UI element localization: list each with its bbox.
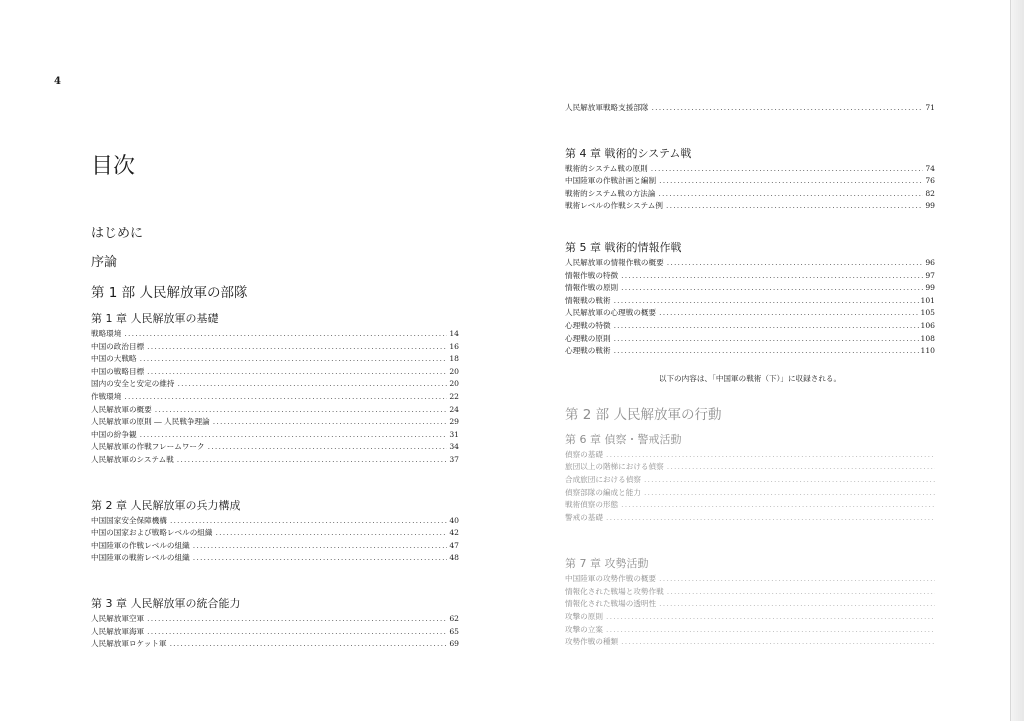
toc-entry-page: 108 [920, 333, 935, 343]
dot-leader [606, 624, 935, 637]
chapter-4-entries [565, 163, 935, 213]
toc-entry-page: 76 [925, 176, 935, 186]
toc-entry-label: 中国国家安全保障機構 [91, 515, 167, 525]
toc-entry-label: 中国の大戦略 [91, 354, 137, 364]
toc-entry-page: 106 [920, 320, 935, 330]
dot-leader [193, 552, 448, 565]
dot-leader [667, 257, 924, 270]
toc-entry[interactable] [91, 626, 459, 639]
toc-entry-label: 人民解放軍の情報作戦の概要 [565, 257, 664, 267]
dot-leader [644, 487, 935, 500]
toc-entry-page: 96 [925, 257, 935, 267]
toc-entry[interactable] [565, 449, 935, 462]
toc-entry-label: 中国の政治目標 [91, 341, 145, 351]
toc-entry-page: 71 [925, 103, 935, 112]
toc-entry-page: 22 [449, 391, 459, 401]
toc-entry-label: 攻撃の原則 [565, 612, 603, 622]
dot-leader [177, 454, 448, 467]
dot-leader [124, 391, 447, 404]
toc-entry[interactable] [565, 487, 935, 500]
toc-entry-label: 中国の紛争観 [91, 429, 137, 439]
toc-entry[interactable] [91, 404, 459, 417]
toc-entry[interactable] [565, 333, 935, 346]
dot-leader [170, 638, 448, 651]
toc-entry-label: 人民解放軍空軍 [91, 613, 145, 623]
toc-entry-label: 情報化された戦場の透明性 [565, 599, 657, 609]
dot-leader [155, 404, 448, 417]
dot-leader [124, 328, 447, 341]
chapter-6-title[interactable]: 第 6 章 偵察・警戒活動 [565, 432, 682, 446]
toc-entry-page: 20 [449, 366, 459, 376]
toc-entry-label: 人民解放軍戦略支援部隊 [565, 103, 649, 112]
toc-entry-label: 人民解放軍海軍 [91, 626, 145, 636]
toc-entry-label: 警戒の基礎 [565, 512, 603, 522]
dot-leader [651, 163, 924, 176]
toc-entry-label: 人民解放軍の原則 ― 人民戦争理論 [91, 417, 210, 427]
chapter-2-title[interactable]: 第 2 章 人民解放軍の兵力構成 [91, 498, 241, 512]
toc-entry-label: 戦術レベルの作戦システム例 [565, 201, 663, 211]
toc-entry[interactable] [565, 175, 935, 188]
toc-entry[interactable] [565, 257, 935, 270]
toc-entry-page: 105 [920, 308, 935, 318]
toc-entry[interactable] [91, 328, 459, 341]
toc-entry-label: 情報戦の戦術 [565, 295, 611, 305]
toc-entry[interactable] [91, 416, 459, 429]
dot-leader [667, 586, 935, 599]
toc-entry-label: 中国の国家および戦略レベルの組織 [91, 528, 213, 538]
dot-leader [147, 626, 447, 639]
chapter-1-title[interactable]: 第 1 章 人民解放軍の基礎 [91, 312, 219, 325]
toc-entry-label: 情報作戦の特徴 [565, 270, 619, 280]
continued-entries [565, 102, 935, 115]
dot-leader [606, 449, 935, 462]
chapter-4-title[interactable]: 第 4 章 戦術的システム戦 [565, 146, 692, 160]
toc-entry-label: 戦術的システム戦の方法論 [565, 188, 656, 198]
toc-entry-page: 42 [449, 528, 459, 538]
toc-entry-label: 旅団以上の階梯における偵察 [565, 462, 664, 472]
toc-entry[interactable] [91, 527, 459, 540]
dot-leader [147, 366, 447, 379]
toc-entry-page: 16 [449, 341, 459, 351]
toc-entry-label: 中国陸軍の作戦計画と編制 [565, 176, 657, 186]
toc-entry[interactable] [565, 499, 935, 512]
toc-entry[interactable] [565, 102, 935, 115]
page-number: 4 [54, 76, 61, 87]
dot-leader [140, 353, 448, 366]
toc-entry-page: 69 [449, 639, 459, 649]
toc-entry[interactable] [91, 613, 459, 626]
toc-entry-label: 人民解放軍の概要 [91, 404, 152, 414]
toc-entry[interactable] [565, 345, 935, 358]
toc-entry[interactable] [91, 638, 459, 651]
toc-entry[interactable] [565, 188, 935, 201]
toc-entry-page: 99 [925, 283, 935, 293]
dot-leader [606, 512, 935, 525]
toc-entry-label: 国内の安全と安定の維持 [91, 379, 175, 389]
dot-leader [614, 295, 919, 308]
toc-entry[interactable] [565, 474, 935, 487]
dot-leader [140, 429, 448, 442]
toc-entry-label: 人民解放軍の心理戦の概要 [565, 308, 657, 318]
toc-entry-label: 情報化された戦場と攻勢作戦 [565, 586, 664, 596]
toc-entry[interactable] [565, 200, 935, 213]
dot-leader [213, 416, 448, 429]
chapter-7-entries [565, 573, 935, 649]
toc-entry[interactable] [565, 586, 935, 599]
toc-entry-label: 中国陸軍の作戦レベルの組織 [91, 540, 190, 550]
part1-title[interactable]: 第 1 部 人民解放軍の部隊 [91, 285, 248, 301]
toc-entry-page: 74 [925, 163, 935, 173]
dot-leader [659, 307, 918, 320]
dot-leader [216, 527, 448, 540]
toc-entry-label: 偵察部隊の編成と能力 [565, 487, 641, 497]
toc-entry[interactable] [91, 540, 459, 553]
toc-entry[interactable] [565, 295, 935, 308]
toc-entry-label: 中国の戦略目標 [91, 366, 145, 376]
toc-entry[interactable] [565, 282, 935, 295]
dot-leader [614, 345, 919, 358]
dot-leader [208, 441, 448, 454]
dot-leader [652, 102, 924, 115]
part2-title[interactable]: 第 2 部 人民解放軍の行動 [565, 406, 722, 423]
toc-entry[interactable] [91, 378, 459, 391]
toc-entry-page: 37 [449, 454, 459, 464]
toc-entry-label: 心理戦の原則 [565, 333, 611, 343]
toc-entry[interactable] [91, 454, 459, 467]
toc-entry-label: 心理戦の特徴 [565, 320, 611, 330]
toc-entry-page: 110 [920, 346, 935, 356]
toc-entry-label: 人民解放軍のシステム戦 [91, 454, 174, 464]
dot-leader [170, 515, 447, 528]
toc-entry[interactable] [565, 636, 935, 649]
dot-leader [658, 188, 923, 201]
toc-entry[interactable] [565, 270, 935, 283]
toc-title: 目次 [91, 154, 136, 179]
toc-entry[interactable] [565, 573, 935, 586]
toc-entry-label: 合成旅団における偵察 [565, 474, 641, 484]
toc-entry[interactable] [91, 429, 459, 442]
dot-leader [621, 499, 935, 512]
toc-entry[interactable] [565, 611, 935, 624]
toc-entry-label: 戦略環境 [91, 329, 122, 338]
toc-entry-label: 作戦環境 [91, 391, 122, 401]
toc-entry-page: 99 [925, 201, 935, 211]
toc-entry[interactable] [91, 366, 459, 379]
toc-section-preface[interactable]: 序論 [91, 255, 118, 270]
toc-entry-label: 偵察の基礎 [565, 449, 603, 459]
toc-entry-label: 心理戦の戦術 [565, 346, 611, 356]
toc-entry-page: 62 [449, 613, 459, 623]
toc-entry-page: 34 [449, 442, 459, 452]
toc-entry[interactable] [91, 515, 459, 528]
toc-entry[interactable] [565, 320, 935, 333]
toc-entry[interactable] [91, 341, 459, 354]
toc-entry-page: 82 [925, 188, 935, 198]
page-edge [1010, 0, 1024, 721]
toc-entry-page: 20 [449, 379, 459, 389]
dot-leader [147, 613, 447, 626]
toc-entry[interactable] [565, 598, 935, 611]
dot-leader [621, 282, 923, 295]
toc-entry-label: 人民解放軍ロケット軍 [91, 639, 167, 649]
toc-entry-label: 攻勢作戦の種類 [565, 637, 619, 647]
dot-leader [193, 540, 448, 553]
toc-entry-page: 65 [449, 626, 459, 636]
toc-entry[interactable] [91, 353, 459, 366]
chapter-6-entries [565, 449, 935, 525]
dot-leader [659, 175, 923, 188]
dot-leader [606, 611, 935, 624]
chapter-3-title[interactable]: 第 3 章 人民解放軍の統合能力 [91, 596, 241, 610]
dot-leader [644, 474, 935, 487]
toc-entry-page: 24 [449, 404, 459, 414]
chapter-3-entries [91, 613, 459, 651]
toc-entry-page: 40 [449, 515, 459, 525]
chapter-1-entries [91, 328, 459, 467]
dot-leader [614, 320, 919, 333]
toc-entry-label: 情報作戦の原則 [565, 283, 619, 293]
dot-leader [666, 200, 923, 213]
chapter-5-title[interactable]: 第 5 章 戦術的情報作戦 [565, 240, 682, 254]
toc-section-intro[interactable]: はじめに [91, 226, 144, 241]
toc-entry-page: 97 [925, 270, 935, 280]
toc-entry-page: 101 [920, 295, 935, 305]
toc-entry-page: 14 [449, 329, 459, 338]
toc-entry-label: 戦術的システム戦の原則 [565, 163, 648, 173]
toc-entry-label: 戦術偵察の形態 [565, 500, 619, 510]
toc-entry[interactable] [91, 391, 459, 404]
toc-entry-label: 人民解放軍の作戦フレームワーク [91, 442, 205, 452]
dot-leader [178, 378, 448, 391]
dot-leader [667, 461, 935, 474]
toc-right-column [565, 102, 935, 649]
toc-entry[interactable] [565, 624, 935, 637]
toc-entry-label: 中国陸軍の攻勢作戦の概要 [565, 574, 657, 584]
dot-leader [614, 333, 919, 346]
toc-entry-page: 18 [449, 354, 459, 364]
volume-note: 以下の内容は、「中国軍の戦術（下）」に収録される。 [658, 373, 842, 383]
toc-entry-label: 攻撃の立案 [565, 624, 603, 634]
toc-entry[interactable] [565, 512, 935, 525]
toc-entry-label: 中国陸軍の戦術レベルの組織 [91, 553, 190, 563]
toc-entry[interactable] [91, 441, 459, 454]
dot-leader [147, 341, 447, 354]
dot-leader [621, 270, 923, 283]
toc-entry[interactable] [91, 552, 459, 565]
chapter-5-entries [565, 257, 935, 358]
toc-entry-page: 47 [449, 540, 459, 550]
toc-left-column [91, 150, 459, 651]
toc-entry-page: 48 [449, 553, 459, 563]
toc-entry[interactable] [565, 461, 935, 474]
toc-entry[interactable] [565, 163, 935, 176]
dot-leader [621, 636, 935, 649]
chapter-7-title[interactable]: 第 7 章 攻勢活動 [565, 557, 649, 571]
toc-entry-page: 31 [449, 429, 459, 439]
toc-entry-page: 29 [449, 417, 459, 427]
dot-leader [659, 573, 935, 586]
toc-entry[interactable] [565, 307, 935, 320]
chapter-2-entries [91, 515, 459, 565]
dot-leader [659, 598, 935, 611]
